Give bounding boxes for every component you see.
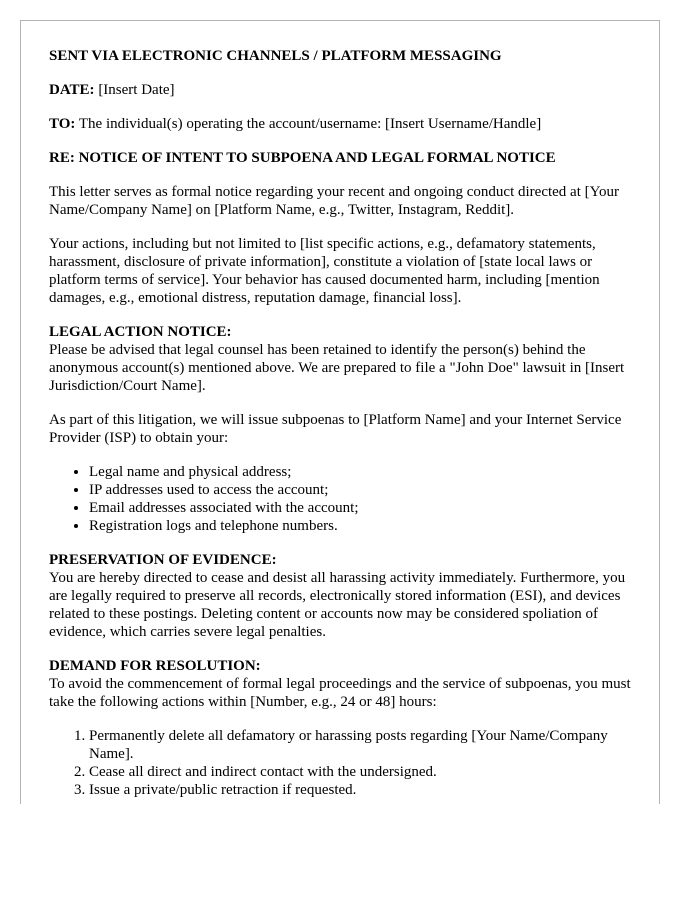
letter-page xyxy=(20,20,660,804)
actions-paragraph: Your actions, including but not limited to [list specific actions, e.g., defamatory statements, harassment, disclosure of private information], constitute a violation of [state local laws or platform terms of service]. Your behavior has caused documented harm, including [mention damages, e.g., emotional distress, reputation damage, financial loss]. xyxy=(49,236,600,306)
date-label: DATE: xyxy=(49,82,95,98)
re-line: RE: NOTICE OF INTENT TO SUBPOENA AND LEGAL FORMAL NOTICE xyxy=(49,150,556,166)
to-label: TO: xyxy=(49,116,76,132)
subpoena-list xyxy=(49,463,639,535)
subpoena-intro: As part of this litigation, we will issue subpoenas to [Platform Name] and your Internet Service Provider (ISP) to obtain your: xyxy=(49,412,622,446)
demand-title: DEMAND FOR RESOLUTION: xyxy=(49,658,261,674)
list-item: • Registration logs and telephone numbers. xyxy=(89,517,639,535)
demand-list xyxy=(49,727,639,799)
demand-section xyxy=(49,657,639,711)
letter-content xyxy=(21,21,659,799)
preservation-section xyxy=(49,551,639,641)
date-value: [Insert Date] xyxy=(94,82,175,98)
legal-action-title: LEGAL ACTION NOTICE: xyxy=(49,324,232,340)
list-item: • Legal name and physical address; xyxy=(89,463,639,481)
sent-via-line: SENT VIA ELECTRONIC CHANNELS / PLATFORM MESSAGING xyxy=(49,48,502,64)
date-line xyxy=(49,81,639,99)
to-line xyxy=(49,115,639,133)
to-value: The individual(s) operating the account/username: [Insert Username/Handle] xyxy=(75,116,542,132)
intro-paragraph: This letter serves as formal notice regarding your recent and ongoing conduct directed at [Your Name/Company Name] on [Platform Name, e.g., Twitter, Instagram, Reddit]. xyxy=(49,184,619,218)
list-item: • Email addresses associated with the account; xyxy=(89,499,639,517)
preservation-body: You are hereby directed to cease and desist all harassing activity immediately. Furthermore, you are legally required to preserve all records, electronically stored information (ESI), and devices related to these postings. Deleting content or accounts now may be considered spoliation of evidence, which carries severe legal penalties. xyxy=(49,570,626,640)
demand-body: To avoid the commencement of formal legal proceedings and the service of subpoenas, you must take the following actions within [Number, e.g., 24 or 48] hours: xyxy=(49,676,631,710)
legal-action-body: Please be advised that legal counsel has been retained to identify the person(s) behind the anonymous account(s) mentioned above. We are prepared to file a "John Doe" lawsuit in [Insert Jurisdiction/Court Name]. xyxy=(49,342,625,394)
list-item: 3. Issue a private/public retraction if requested. xyxy=(89,781,639,799)
list-item: 2. Cease all direct and indirect contact with the undersigned. xyxy=(89,763,639,781)
list-item: 1. Permanently delete all defamatory or harassing posts regarding [Your Name/Company Name]. xyxy=(89,727,639,763)
legal-action-section xyxy=(49,323,639,395)
preservation-title: PRESERVATION OF EVIDENCE: xyxy=(49,552,277,568)
list-item: • IP addresses used to access the account; xyxy=(89,481,639,499)
